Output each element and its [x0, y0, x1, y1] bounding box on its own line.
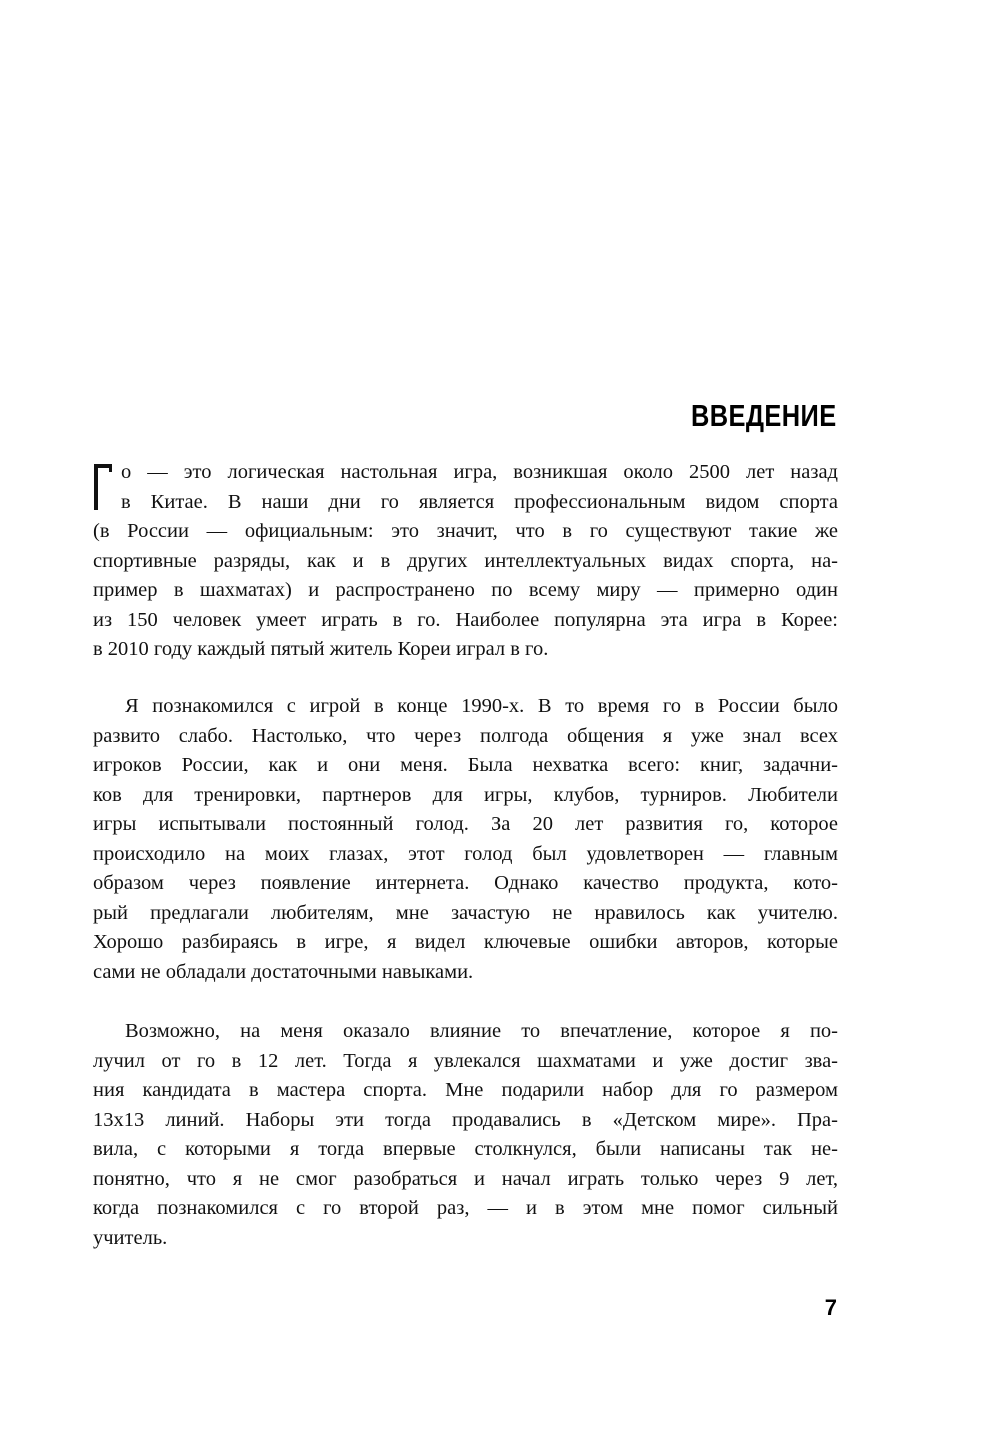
text-line: Возможно, на меня оказало влияние то впечатление, которое я по- [125, 1020, 838, 1042]
text-line: Я познакомился с игрой в конце 1990-х. В то время го в России было [125, 695, 838, 717]
text-line: игроков России, как и они меня. Была нехватка всего: книг, задачни- [93, 754, 838, 776]
chapter-title: ВВЕДЕНИЕ [691, 398, 837, 433]
text-line: в Китае. В наши дни го является профессиональным видом спорта [121, 490, 838, 513]
paragraph-1 [93, 458, 838, 665]
text-line: в 2010 году каждый пятый житель Кореи играл в го. [93, 638, 549, 660]
text-line: ков для тренировки, партнеров для игры, клубов, турниров. Любители [93, 783, 838, 806]
text-line: (в России — официальным: это значит, что в го существуют такие же [93, 520, 838, 542]
text-line: происходило на моих глазах, этот голод был удовлетворен — главным [93, 842, 838, 865]
page-number: 7 [824, 1295, 837, 1320]
paragraph-2 [93, 692, 838, 987]
text-line: спортивные разряды, как и в других интеллектуальных видах спорта, на- [93, 549, 838, 572]
text-line: вила, с которыми я тогда впервые столкнулся, были написаны так не- [93, 1138, 838, 1160]
text-line: образом через появление интернета. Однако качество продукта, кото- [93, 872, 838, 894]
text-line: развито слабо. Настолько, что через полгода общения я уже знал всех [93, 724, 838, 747]
text-line: игры испытывали постоянный голод. За 20 лет развития го, которое [93, 813, 838, 835]
text-line: из 150 человек умеет играть в го. Наиболее популярна эта игра в Корее: [93, 608, 838, 631]
text-line: о — это логическая настольная игра, возникшая около 2500 лет назад [121, 461, 838, 483]
text-line: Хорошо разбираясь в игре, я видел ключевые ошибки авторов, которые [93, 931, 838, 953]
text-line: лучил от го в 12 лет. Тогда я увлекался шахматами и уже достиг зва- [93, 1049, 838, 1072]
text-line: ния кандидата в мастера спорта. Мне подарили набор для го размером [93, 1079, 838, 1101]
text-line: когда познакомился с го второй раз, — и в этом мне помог сильный [93, 1197, 838, 1219]
text-line: учитель. [93, 1226, 168, 1249]
paragraph-3 [93, 1017, 838, 1253]
text-line: понятно, что я не смог разобраться и начал играть только через 9 лет, [93, 1167, 838, 1190]
text-line: сами не обладали достаточными навыками. [93, 960, 474, 983]
text-line: 13х13 линий. Наборы эти тогда продавались в «Детском мире». Пра- [93, 1108, 838, 1131]
text-line: пример в шахматах) и распространено по всему миру — примерно один [93, 579, 838, 601]
text-line: рый предлагали любителям, мне зачастую не нравилось как учителю. [93, 901, 838, 924]
